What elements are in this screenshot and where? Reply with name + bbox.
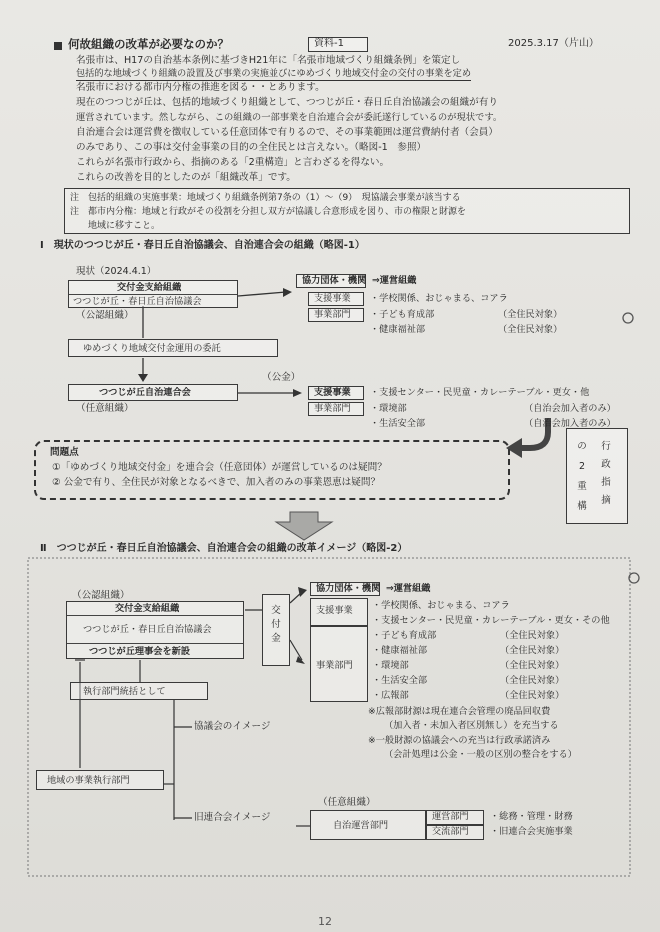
public-org-label: （公認組織）: [72, 590, 130, 601]
grant-vertical-label: 交付金: [271, 605, 281, 644]
support-label: 支援事業: [316, 605, 353, 616]
self-gov-box: [310, 810, 426, 840]
issues-title: 問題点: [50, 447, 79, 458]
council-item: ・学校関係、おじゃまる、コアラ: [370, 293, 508, 304]
scope-label: （全住民対象）: [498, 324, 563, 335]
issue-item: ①「ゆめづくり地域交付金」を連合会（任意団体）が運営しているのは疑問？: [52, 462, 387, 473]
intro-line: 運営されています。然しながら、この組織の一部事業を自治連合会が委託遂行しているのが現状です。: [76, 112, 503, 123]
voluntary-label: （任意組織）: [76, 403, 134, 414]
support-label: 支援事業: [314, 293, 351, 304]
document-date: 2025.3.17（片山）: [508, 38, 599, 49]
reform-council-box: [66, 601, 244, 659]
scope-label: （全住民対象）: [500, 630, 565, 641]
remark-line: （会計処理は公金・一般の区別の整合をする）: [384, 749, 577, 760]
binder-hole: [623, 313, 633, 323]
commission-box: [68, 339, 278, 357]
side-note-char: 摘: [601, 495, 611, 506]
self-gov-label: 自治運営部門: [333, 820, 389, 831]
connector-line: [290, 640, 302, 660]
side-note-char: 重: [577, 481, 587, 492]
page-number: 12: [318, 915, 332, 928]
section2-heading: Ⅱ つつじが丘・春日丘自治協議会、自治連合会の組織の改革イメージ（略図-2）: [40, 543, 408, 554]
council-item: ・健康福祉部: [370, 324, 426, 335]
side-note-char: 構: [577, 501, 587, 512]
grant-org-label: 交付金支給組織: [117, 282, 182, 293]
ops-item: ・旧連合会実施事業: [490, 826, 573, 837]
council-name: つつじが丘・春日丘自治協議会: [73, 296, 202, 307]
exec-box: [70, 682, 208, 700]
scope-label: （全住民対象）: [500, 660, 565, 671]
note-line: 注 都市内分権：地域と行政がその役割を分担し双方が協議し合意形成を図り、市の権限と財源を: [70, 207, 467, 217]
scope-label: （全住民対象）: [500, 645, 565, 656]
side-note-char: 政: [601, 459, 611, 470]
assoc-item: ・生活安全部: [370, 418, 426, 429]
new-board-label: つつじが丘理事会を新設: [89, 646, 191, 657]
dept-label: 事業部門: [316, 660, 353, 671]
arrow-head: [283, 288, 292, 297]
coop-label: 協力団体・機関: [302, 275, 367, 286]
assoc-item: ・環境部: [370, 403, 407, 414]
support-item: ・支援センター・民児童・カレーテーブル・更女・その他: [372, 615, 610, 626]
scope-label: （自治会加入者のみ）: [524, 403, 616, 414]
support-label: 支援事業: [314, 387, 351, 398]
assoc-box: [68, 384, 238, 401]
assoc-item: ・支援センター・民児童・カレーテーブル・更女・他: [370, 387, 590, 398]
intro-line: 包括的な地域づくり組織の設置及び事業の実施並びにゆめづくり地域交付金の交付の事業を定め: [76, 68, 472, 79]
exec-label: 執行部門統括として: [83, 686, 166, 697]
old-assoc-image-label: 旧連合会イメージ: [194, 812, 271, 823]
intro-line: 現在のつつじが丘は、包括的地域づくり組織として、つつじが丘・春日丘自治協議会の組織が有り: [76, 97, 498, 108]
side-note-char: の: [577, 441, 587, 452]
support-item: ・学校関係、おじゃまる、コアラ: [372, 600, 510, 611]
scope-label: （全住民対象）: [500, 690, 565, 701]
intro-line: 名張市は、H17の自治基本条例に基づきH21年に「名張市地域づくり組織条例」を策定し: [76, 55, 461, 66]
page-title: 何故組織の改革が必要なのか？: [68, 37, 229, 51]
dept-item: ・環境部: [372, 660, 409, 671]
note-line: 地域に移すこと。: [70, 221, 161, 231]
intro-line: これらの改善を目的としたのが「組織改革」です。: [76, 172, 296, 183]
remark-line: ※一般財源の協議会への充当は行政承諾済み: [368, 735, 551, 746]
council-image-label: 協議会のイメージ: [194, 721, 271, 732]
scope-label: （自治会加入者のみ）: [524, 418, 616, 429]
ops-label: 運営部門: [432, 811, 469, 822]
title-bullet-square: [54, 42, 62, 50]
reference-label: 資料-1: [314, 38, 344, 49]
issue-item: ② 公金で有り、全住民が対象となるべきで、加入者のみの事業恩恵は疑問？: [52, 477, 381, 488]
scope-label: （全住民対象）: [500, 675, 565, 686]
dept-item: ・子ども育成部: [372, 630, 437, 641]
side-note-char: 指: [601, 477, 611, 488]
coop-label: 協力団体・機関: [316, 583, 381, 594]
section1-heading: Ⅰ 現状のつつじが丘・春日丘自治協議会、自治連合会の組織（略図-1）: [40, 240, 365, 251]
intro-line: 自治連合会は運営費を徴収している任意団体で有りるので、その事業範囲は運営費納付者（会員）: [76, 127, 498, 138]
remark-line: （加入者・未加入者区別無し）を充当する: [384, 720, 559, 731]
intro-line: 名張市における都市内分権の推進を図る・・とあります。: [76, 82, 325, 93]
dept-item: ・生活安全部: [372, 675, 428, 686]
arrow-head: [298, 587, 307, 597]
dept-item: ・健康福祉部: [372, 645, 428, 656]
note-line: 注 包括的組織の実施事業：地域づくり組織条例第7条の（1）～（9） 現協議会事業が該当する: [70, 193, 461, 203]
scope-label: （全住民対象）: [498, 309, 563, 320]
coop-arrow-label: ⇒運営組織: [386, 583, 431, 594]
current-label: 現状（2024.4.1）: [76, 266, 157, 277]
local-exec-box: [36, 770, 164, 790]
coop-arrow-label: ⇒運営組織: [372, 275, 417, 286]
remark-line: ※広報部財源は現在連合会管理の廃品回収費: [368, 706, 551, 717]
side-note-char: 2: [578, 461, 586, 472]
intro-line: のみであり、この事は交付金事業の目的の全住民とは言えない。（略図-1 参照）: [76, 142, 427, 153]
public-money-label: （公金）: [262, 372, 301, 383]
ops-item: ・総務・管理・財務: [490, 811, 573, 822]
intro-line: これらが名張市行政から、指摘のある「2重構造」と言わざるを得ない。: [76, 157, 390, 168]
council-item: ・子ども育成部: [370, 309, 435, 320]
dept-label: 事業部門: [314, 403, 351, 414]
connector-line: [238, 292, 286, 296]
local-exec-label: 地域の事業執行部門: [47, 775, 130, 786]
arrow-head: [293, 389, 302, 397]
council-name: つつじが丘・春日丘自治協議会: [83, 624, 212, 635]
big-down-arrow: [276, 512, 332, 540]
arrow-head: [138, 374, 148, 382]
voluntary-label: （任意組織）: [318, 797, 376, 808]
current-council-box: [68, 280, 238, 308]
grant-org-label: 交付金支給組織: [115, 603, 180, 614]
dept-item: ・広報部: [372, 690, 409, 701]
dept-label: 事業部門: [314, 309, 351, 320]
public-org-label: （公認組織）: [76, 310, 134, 321]
commission-label: ゆめづくり地域交付金運用の委託: [83, 343, 221, 354]
assoc-name: つつじが丘自治連合会: [99, 387, 191, 398]
exchange-label: 交流部門: [432, 826, 469, 837]
side-note-char: 行: [601, 441, 611, 452]
